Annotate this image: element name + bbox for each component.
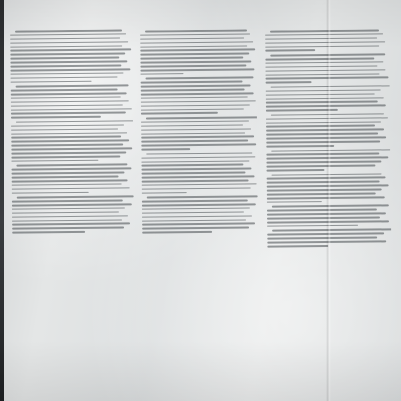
illegible-text-line — [140, 57, 243, 60]
illegible-text-line — [12, 187, 130, 190]
illegible-text-line — [266, 129, 384, 132]
illegible-text-line — [142, 223, 255, 226]
text-block — [10, 29, 133, 82]
illegible-text-line — [12, 179, 128, 182]
illegible-text-line — [140, 53, 249, 56]
illegible-text-line — [267, 217, 380, 220]
left-edge-bleed-through — [0, 0, 4, 401]
illegible-text-line — [142, 175, 255, 178]
illegible-text-line — [266, 81, 312, 83]
illegible-text-line — [142, 203, 256, 206]
illegible-text-line — [266, 140, 380, 143]
illegible-text-line — [140, 73, 183, 75]
illegible-text-line — [141, 100, 256, 103]
illegible-text-line — [267, 201, 322, 203]
illegible-text-line — [142, 179, 249, 182]
illegible-text-line — [12, 227, 124, 230]
illegible-text-line — [266, 133, 378, 136]
illegible-text-line — [267, 245, 328, 247]
illegible-text-line — [270, 29, 379, 32]
illegible-text-line — [141, 132, 245, 135]
illegible-text-line — [10, 37, 120, 40]
illegible-text-line — [11, 151, 126, 154]
illegible-text-line — [140, 49, 255, 52]
text-block — [141, 116, 257, 150]
illegible-text-line — [11, 100, 129, 103]
illegible-text-line — [140, 33, 250, 36]
illegible-text-line — [141, 156, 255, 159]
illegible-text-line — [266, 93, 375, 96]
illegible-text-line — [12, 191, 89, 193]
illegible-text-line — [140, 45, 247, 48]
illegible-text-line — [267, 237, 377, 240]
illegible-text-line — [11, 155, 120, 158]
illegible-text-line — [11, 172, 124, 175]
text-block — [11, 164, 133, 194]
illegible-text-line — [10, 61, 127, 64]
illegible-text-line — [10, 68, 130, 71]
illegible-text-line — [141, 144, 256, 147]
illegible-text-line — [10, 45, 122, 48]
illegible-text-line — [11, 96, 121, 99]
illegible-text-line — [142, 227, 249, 230]
illegible-text-line — [142, 215, 252, 218]
illegible-text-line — [11, 147, 132, 150]
illegible-text-line — [142, 231, 212, 233]
illegible-text-line — [16, 120, 136, 123]
illegible-text-line — [140, 37, 244, 40]
illegible-text-line — [142, 207, 250, 210]
illegible-text-line — [141, 96, 248, 99]
illegible-text-line — [265, 57, 374, 60]
illegible-text-line — [10, 57, 119, 60]
illegible-text-line — [11, 116, 101, 119]
illegible-text-line — [140, 41, 253, 44]
illegible-text-line — [10, 41, 128, 44]
illegible-text-line — [141, 104, 250, 107]
illegible-text-line — [265, 45, 379, 48]
illegible-text-line — [266, 125, 375, 128]
text-block — [141, 152, 257, 194]
illegible-text-line — [140, 61, 251, 64]
illegible-text-line — [11, 108, 132, 111]
illegible-text-line — [266, 89, 381, 92]
illegible-text-line — [141, 172, 245, 175]
illegible-text-line — [11, 160, 98, 163]
illegible-text-line — [141, 81, 243, 84]
illegible-text-line — [141, 148, 190, 150]
text-block — [140, 29, 256, 75]
illegible-text-line — [11, 80, 92, 82]
illegible-text-line — [10, 64, 121, 67]
text-column-1 — [10, 29, 136, 370]
illegible-text-line — [267, 225, 358, 228]
illegible-text-line — [265, 50, 315, 52]
illegible-text-line — [141, 140, 248, 143]
illegible-text-line — [266, 101, 378, 104]
illegible-text-line — [141, 89, 245, 92]
illegible-text-line — [141, 120, 249, 123]
illegible-text-line — [267, 209, 377, 212]
illegible-text-line — [10, 72, 123, 75]
text-block — [11, 85, 133, 119]
illegible-text-line — [11, 104, 123, 107]
illegible-text-line — [271, 85, 393, 88]
illegible-text-line — [16, 85, 129, 88]
illegible-text-line — [272, 229, 392, 232]
illegible-text-line — [266, 145, 334, 147]
text-block — [140, 77, 256, 115]
illegible-text-line — [265, 61, 383, 64]
illegible-text-line — [10, 53, 125, 56]
illegible-text-line — [11, 89, 118, 92]
illegible-text-line — [15, 29, 122, 32]
illegible-text-line — [147, 196, 258, 199]
illegible-text-line — [265, 73, 379, 76]
illegible-text-line — [141, 160, 249, 163]
text-block — [12, 196, 134, 234]
illegible-text-line — [11, 144, 123, 147]
illegible-text-line — [12, 211, 119, 214]
illegible-text-line — [267, 181, 380, 184]
fold-crease — [326, 0, 331, 401]
illegible-text-line — [12, 176, 119, 179]
illegible-text-line — [12, 183, 122, 186]
illegible-text-line — [146, 116, 260, 119]
illegible-text-line — [142, 192, 187, 194]
illegible-text-line — [141, 164, 243, 167]
illegible-text-line — [266, 121, 381, 124]
illegible-text-line — [12, 207, 125, 210]
illegible-text-line — [11, 124, 124, 127]
illegible-text-line — [145, 29, 247, 32]
illegible-text-line — [141, 112, 218, 114]
illegible-text-line — [141, 168, 251, 171]
illegible-text-line — [142, 200, 248, 203]
illegible-text-line — [11, 168, 131, 171]
illegible-text-line — [16, 164, 127, 167]
illegible-text-line — [266, 169, 324, 171]
illegible-text-line — [10, 33, 126, 36]
text-block — [142, 196, 258, 234]
illegible-text-line — [10, 49, 131, 52]
illegible-text-line — [12, 200, 123, 203]
illegible-text-line — [266, 161, 381, 164]
illegible-text-line — [10, 76, 117, 79]
text-block — [11, 120, 133, 162]
text-column-2 — [140, 29, 260, 370]
illegible-text-line — [140, 68, 254, 71]
illegible-text-line — [12, 215, 128, 218]
illegible-text-line — [11, 112, 126, 115]
illegible-text-line — [142, 187, 251, 190]
illegible-text-line — [17, 196, 134, 199]
illegible-text-line — [142, 211, 244, 214]
illegible-text-line — [267, 193, 376, 196]
illegible-text-line — [265, 33, 383, 36]
illegible-text-line — [11, 132, 127, 135]
illegible-text-line — [11, 92, 127, 95]
illegible-text-line — [12, 231, 85, 233]
illegible-text-line — [141, 136, 254, 139]
illegible-text-line — [141, 124, 243, 127]
illegible-text-line — [267, 189, 382, 192]
illegible-text-line — [266, 97, 384, 100]
illegible-text-line — [12, 203, 132, 206]
illegible-text-line — [145, 77, 253, 80]
illegible-text-line — [11, 128, 118, 131]
illegible-text-line — [266, 165, 375, 168]
illegible-text-line — [146, 152, 252, 155]
illegible-text-line — [142, 183, 257, 186]
illegible-text-line — [265, 65, 377, 68]
illegible-text-line — [141, 92, 254, 95]
illegible-text-line — [141, 85, 251, 88]
illegible-text-line — [266, 153, 379, 156]
illegible-text-line — [12, 223, 130, 226]
illegible-text-line — [12, 219, 122, 222]
illegible-text-line — [11, 136, 121, 139]
illegible-text-line — [265, 37, 377, 40]
illegible-text-line — [141, 128, 251, 131]
illegible-text-line — [142, 219, 246, 222]
illegible-text-line — [141, 108, 244, 111]
illegible-text-line — [140, 65, 246, 68]
illegible-text-line — [11, 140, 129, 143]
